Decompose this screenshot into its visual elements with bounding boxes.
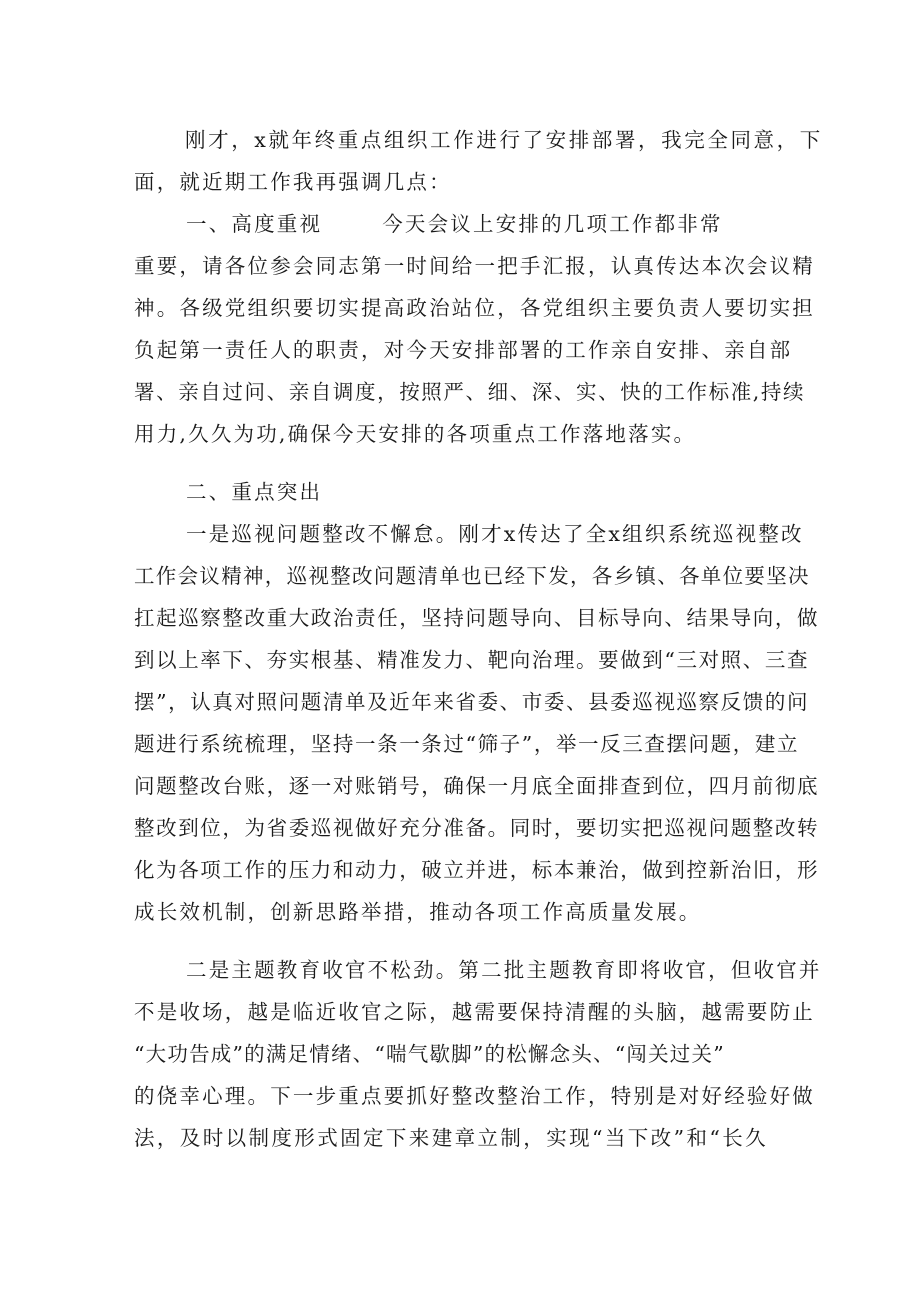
text-line-17: 整改到位，为省委巡视做好充分准备。同时，要切实把巡视问题整改转 [134,816,820,840]
text-line-14: 摆”，认真对照问题清单及近年来省委、市委、县委巡视巡察反馈的问 [134,690,810,714]
text-line-11: 工作会议精神，巡视整改问题清单也已经下发，各乡镇、各单位要坚决 [134,564,810,588]
section-heading-2: 二、重点突出 [186,480,323,504]
text-line-22: “大功告成”的满足情绪、“喘气歇脚”的松懈念头、“闯关过关” [134,1042,725,1066]
text-line-5: 神。各级党组织要切实提高政治站位，各党组织主要负责人要切实担 [134,296,815,320]
text-line-1: 刚才，x就年终重点组织工作进行了安排部署，我完全同意，下 [185,128,823,152]
text-line-23: 的侥幸心理。下一步重点要抓好整改整治工作，特别是对好经验好做 [134,1084,815,1108]
text-line-12: 扛起巡察整改重大政治责任，坚持问题导向、目标导向、结果导向，做 [134,606,820,630]
text-line-8: 用力,久久为功,确保今天安排的各项重点工作落地落实。 [134,422,697,446]
text-line-4: 重要，请各位参会同志第一时间给一把手汇报，认真传达本次会议精 [134,254,815,278]
text-line-21: 不是收场，越是临近收官之际，越需要保持清醒的头脑，越需要防止 [134,1000,815,1024]
text-line-15: 题进行系统梳理，坚持一条一条过“筛子”，举一反三查摆问题，建立 [134,732,800,756]
text-line-13: 到以上率下、夯实根基、精准发力、靶向治理。要做到“三对照、三查 [134,648,810,672]
text-line-20: 二是主题教育收官不松劲。第二批主题教育即将收官，但收官并 [186,958,822,982]
section-heading-1-line [186,204,846,244]
section-heading-1-tail: 今天会议上安排的几项工作都非常 [382,212,723,236]
text-line-16: 问题整改台账，逐一对账销号，确保一月底全面排查到位，四月前彻底 [134,774,820,798]
section-heading-1: 一、高度重视 [186,212,323,236]
text-line-18: 化为各项工作的压力和动力，破立并进，标本兼治，做到控新治旧，形 [134,858,820,882]
text-line-10: 一是巡视问题整改不懈怠。刚才x传达了全x组织系统巡视整改 [186,522,804,546]
text-line-7: 署、亲自过问、亲自调度，按照严、细、深、实、快的工作标准,持续 [134,380,806,404]
text-line-19: 成长效机制，创新思路举措，推动各项工作高质量发展。 [134,900,702,924]
text-line-2: 面，就近期工作我再强调几点： [134,170,452,194]
text-line-6: 负起第一责任人的职责，对今天安排部署的工作亲自安排、亲自部 [134,338,793,362]
text-line-24: 法，及时以制度形式固定下来建章立制，实现“当下改”和“长久 [134,1126,769,1150]
